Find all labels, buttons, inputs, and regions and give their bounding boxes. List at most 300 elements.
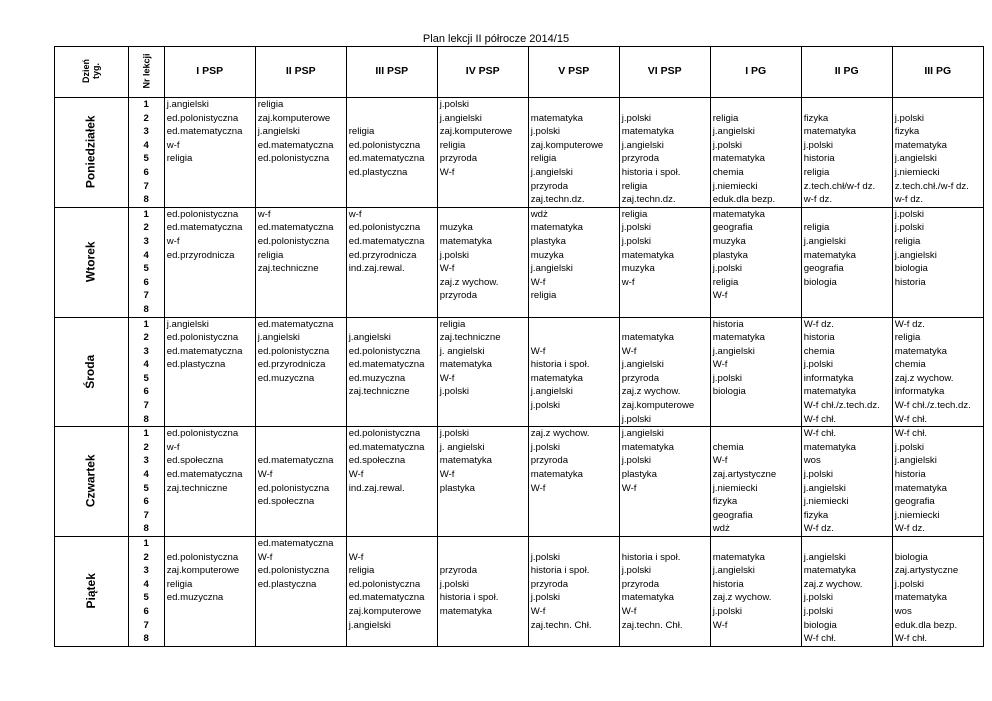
subject-cell [255, 193, 346, 207]
subject-cell [710, 98, 801, 112]
lesson-row [55, 98, 984, 112]
subject-cell: wos [892, 605, 983, 619]
lesson-number-header: Nr lekcji [128, 47, 164, 98]
subject-cell [892, 537, 983, 551]
subject-cell: zaj.techniczne [437, 331, 528, 345]
lesson-number: 4 [128, 139, 164, 153]
subject-cell: W-f [346, 551, 437, 565]
subject-cell [164, 413, 255, 427]
lesson-row [55, 221, 984, 235]
lesson-number: 6 [128, 605, 164, 619]
lesson-row [55, 385, 984, 399]
subject-cell [437, 537, 528, 551]
subject-cell [346, 303, 437, 317]
subject-cell [346, 180, 437, 194]
subject-cell: ed.polonistyczna [255, 564, 346, 578]
subject-cell: zaj.artystyczne [710, 468, 801, 482]
subject-cell [528, 413, 619, 427]
subject-cell: ed.muzyczna [164, 591, 255, 605]
lesson-number: 5 [128, 591, 164, 605]
subject-cell [346, 276, 437, 290]
subject-cell: zaj.komputerowe [528, 139, 619, 153]
subject-cell: fizyka [710, 495, 801, 509]
subject-cell: przyroda [437, 564, 528, 578]
subject-cell: ed.przyrodnicza [255, 358, 346, 372]
lesson-number: 6 [128, 166, 164, 180]
subject-cell: j.angielski [801, 551, 892, 565]
lesson-number: 3 [128, 564, 164, 578]
subject-cell: muzyka [619, 262, 710, 276]
subject-cell: ed.matematyczna [164, 125, 255, 139]
subject-cell: przyroda [619, 578, 710, 592]
subject-cell [164, 385, 255, 399]
subject-cell: ed.przyrodnicza [346, 249, 437, 263]
subject-cell [801, 303, 892, 317]
class-header: III PG [892, 47, 983, 98]
subject-cell: w-f [164, 441, 255, 455]
subject-cell: w-f [346, 207, 437, 221]
subject-cell [619, 495, 710, 509]
lesson-number: 2 [128, 221, 164, 235]
subject-cell: j.niemiecki [710, 180, 801, 194]
subject-cell [710, 303, 801, 317]
subject-cell: W-f [528, 605, 619, 619]
subject-cell: ed.muzyczna [255, 372, 346, 386]
subject-cell: plastyka [437, 482, 528, 496]
subject-cell: matematyka [710, 207, 801, 221]
subject-cell: matematyka [528, 372, 619, 386]
subject-cell [892, 289, 983, 303]
subject-cell: ed.polonistyczna [164, 207, 255, 221]
subject-cell: j.angielski [255, 125, 346, 139]
subject-cell: j.angielski [528, 385, 619, 399]
subject-cell: j.niemiecki [892, 509, 983, 523]
subject-cell: j.angielski [437, 112, 528, 126]
subject-cell: zaj.z wychow. [528, 427, 619, 441]
lesson-row [55, 207, 984, 221]
subject-cell: geografia [710, 221, 801, 235]
subject-cell: w-f dz. [892, 193, 983, 207]
subject-cell: ed.plastyczna [346, 166, 437, 180]
subject-cell: ed.matematyczna [346, 235, 437, 249]
subject-cell: W-f chł. [801, 427, 892, 441]
lesson-row [55, 249, 984, 263]
subject-cell: j.polski [528, 441, 619, 455]
subject-cell [437, 207, 528, 221]
subject-cell: ed.polonistyczna [255, 152, 346, 166]
subject-cell: j.angielski [619, 139, 710, 153]
subject-cell: W-f dz. [892, 317, 983, 331]
subject-cell: matematyka [528, 112, 619, 126]
subject-cell: w-f [255, 207, 346, 221]
subject-cell: religia [710, 276, 801, 290]
lesson-number: 3 [128, 454, 164, 468]
subject-cell: przyroda [528, 454, 619, 468]
subject-cell: wdż [710, 522, 801, 536]
lesson-row [55, 139, 984, 153]
subject-cell: ed.plastyczna [164, 358, 255, 372]
subject-cell: historia [710, 578, 801, 592]
subject-cell: wdż [528, 207, 619, 221]
lesson-number: 1 [128, 98, 164, 112]
subject-cell [255, 303, 346, 317]
subject-cell [346, 289, 437, 303]
subject-cell: biologia [801, 619, 892, 633]
subject-cell [801, 98, 892, 112]
lesson-row [55, 262, 984, 276]
subject-cell [710, 537, 801, 551]
subject-cell: informatyka [801, 372, 892, 386]
subject-cell: plastyka [710, 249, 801, 263]
subject-cell [437, 619, 528, 633]
subject-cell: matematyka [710, 331, 801, 345]
lesson-number: 1 [128, 207, 164, 221]
subject-cell: j.polski [892, 441, 983, 455]
subject-cell: W-f [710, 454, 801, 468]
subject-cell: matematyka [619, 249, 710, 263]
subject-cell [437, 632, 528, 646]
lesson-number: 2 [128, 551, 164, 565]
lesson-row [55, 482, 984, 496]
subject-cell [528, 509, 619, 523]
subject-cell: j.angielski [892, 249, 983, 263]
subject-cell [892, 303, 983, 317]
subject-cell: j.angielski [164, 317, 255, 331]
subject-cell: religia [619, 207, 710, 221]
subject-cell: W-f chł. [801, 632, 892, 646]
subject-cell: j.polski [437, 427, 528, 441]
subject-cell: ed.matematyczna [255, 454, 346, 468]
subject-cell [164, 399, 255, 413]
subject-cell: j.angielski [528, 166, 619, 180]
subject-cell [528, 495, 619, 509]
subject-cell [346, 509, 437, 523]
subject-cell: zaj.techn.dz. [528, 193, 619, 207]
subject-cell: religia [619, 180, 710, 194]
day-name: Czwartek [83, 454, 98, 508]
lesson-row [55, 235, 984, 249]
class-header: II PSP [255, 47, 346, 98]
subject-cell: zaj.techniczne [255, 262, 346, 276]
subject-cell: matematyka [619, 331, 710, 345]
subject-cell: j.angielski [528, 262, 619, 276]
subject-cell: W-f chł./z.tech.dz. [892, 399, 983, 413]
subject-cell [710, 413, 801, 427]
subject-cell: j.polski [528, 125, 619, 139]
subject-cell: geografia [710, 509, 801, 523]
subject-cell: W-f [437, 166, 528, 180]
subject-cell [528, 632, 619, 646]
subject-cell: religia [528, 289, 619, 303]
subject-cell [437, 413, 528, 427]
subject-cell [437, 551, 528, 565]
subject-cell: matematyka [528, 221, 619, 235]
subject-cell: ed.matematyczna [255, 537, 346, 551]
subject-cell: ed.polonistyczna [255, 345, 346, 359]
subject-cell: historia i społ. [528, 358, 619, 372]
subject-cell: religia [255, 249, 346, 263]
subject-cell [255, 413, 346, 427]
header-row [55, 47, 984, 98]
subject-cell: wos [801, 454, 892, 468]
subject-cell: zaj.techn.dz. [619, 193, 710, 207]
subject-cell: j.polski [619, 454, 710, 468]
subject-cell: ed.matematyczna [255, 317, 346, 331]
subject-cell: W-f [437, 262, 528, 276]
subject-cell: j.polski [619, 564, 710, 578]
subject-cell [619, 632, 710, 646]
subject-cell: j.angielski [710, 345, 801, 359]
subject-cell: religia [346, 564, 437, 578]
subject-cell [164, 605, 255, 619]
day-name: Poniedziałek [83, 115, 98, 189]
subject-cell: j.polski [801, 468, 892, 482]
subject-cell: ed.polonistyczna [255, 482, 346, 496]
subject-cell: j.angielski [710, 564, 801, 578]
subject-cell: religia [801, 166, 892, 180]
subject-cell: W-f [710, 619, 801, 633]
subject-cell: j.polski [437, 249, 528, 263]
lesson-row [55, 125, 984, 139]
subject-cell: religia [801, 221, 892, 235]
lesson-number: 6 [128, 385, 164, 399]
lesson-row [55, 152, 984, 166]
class-header: III PSP [346, 47, 437, 98]
subject-cell [346, 317, 437, 331]
subject-cell: zaj.komputerowe [164, 564, 255, 578]
subject-cell [528, 303, 619, 317]
subject-cell [801, 289, 892, 303]
subject-cell: historia [801, 331, 892, 345]
subject-cell: religia [255, 98, 346, 112]
subject-cell: religia [892, 331, 983, 345]
subject-cell: j.angielski [710, 125, 801, 139]
subject-cell: W-f chł./z.tech.dz. [801, 399, 892, 413]
subject-cell [255, 166, 346, 180]
lesson-row [55, 345, 984, 359]
subject-cell [255, 276, 346, 290]
subject-cell [710, 427, 801, 441]
lesson-number: 3 [128, 345, 164, 359]
subject-cell: zaj.komputerowe [437, 125, 528, 139]
lesson-row [55, 427, 984, 441]
subject-cell: W-f chł. [892, 632, 983, 646]
subject-cell: ed.polonistyczna [346, 139, 437, 153]
subject-cell [619, 522, 710, 536]
lesson-number: 2 [128, 441, 164, 455]
subject-cell: j.angielski [892, 152, 983, 166]
subject-cell: ed.plastyczna [255, 578, 346, 592]
subject-cell: w-f [164, 139, 255, 153]
subject-cell: j.niemiecki [710, 482, 801, 496]
lesson-row [55, 509, 984, 523]
lesson-row [55, 331, 984, 345]
subject-cell: W-f chł. [801, 413, 892, 427]
subject-cell [164, 303, 255, 317]
subject-cell: historia i społ. [528, 564, 619, 578]
subject-cell: religia [710, 112, 801, 126]
subject-cell: w-f [164, 235, 255, 249]
subject-cell: j.polski [710, 605, 801, 619]
subject-cell: ed.muzyczna [346, 372, 437, 386]
subject-cell: historia [710, 317, 801, 331]
subject-cell [346, 495, 437, 509]
subject-cell: W-f [437, 372, 528, 386]
subject-cell: historia [892, 276, 983, 290]
subject-cell [255, 605, 346, 619]
subject-cell [255, 522, 346, 536]
subject-cell [164, 289, 255, 303]
subject-cell: ed.polonistyczna [346, 578, 437, 592]
subject-cell: W-f dz. [801, 522, 892, 536]
subject-cell: j.angielski [892, 454, 983, 468]
lesson-number: 5 [128, 482, 164, 496]
subject-cell: plastyka [619, 468, 710, 482]
subject-cell: matematyka [437, 358, 528, 372]
subject-cell: ed.polonistyczna [346, 345, 437, 359]
subject-cell: j.polski [619, 413, 710, 427]
subject-cell: matematyka [437, 605, 528, 619]
subject-cell [619, 509, 710, 523]
subject-cell: W-f [619, 605, 710, 619]
subject-cell [346, 399, 437, 413]
subject-cell: ed.społeczna [164, 454, 255, 468]
subject-cell: zaj.techn. Chł. [528, 619, 619, 633]
subject-cell: W-f [528, 345, 619, 359]
subject-cell: religia [164, 578, 255, 592]
subject-cell: j.angielski [255, 331, 346, 345]
subject-cell [437, 180, 528, 194]
subject-cell: j.angielski [346, 331, 437, 345]
subject-cell [710, 399, 801, 413]
subject-cell: W-f dz. [892, 522, 983, 536]
lesson-number: 3 [128, 235, 164, 249]
lesson-row [55, 166, 984, 180]
subject-cell: j.polski [437, 578, 528, 592]
subject-cell: fizyka [801, 509, 892, 523]
subject-cell: historia [892, 468, 983, 482]
subject-cell: ed.matematyczna [164, 345, 255, 359]
day-name: Środa [83, 354, 98, 389]
subject-cell [619, 537, 710, 551]
subject-cell: geografia [801, 262, 892, 276]
subject-cell: j.angielski [801, 235, 892, 249]
subject-cell: ed.społeczna [346, 454, 437, 468]
class-header: VI PSP [619, 47, 710, 98]
subject-cell: zaj.z wychow. [801, 578, 892, 592]
lesson-number: 8 [128, 193, 164, 207]
lesson-number: 5 [128, 372, 164, 386]
subject-cell: W-f [255, 551, 346, 565]
lesson-row [55, 180, 984, 194]
subject-cell: W-f chł. [892, 427, 983, 441]
lesson-number: 6 [128, 495, 164, 509]
lesson-number: 6 [128, 276, 164, 290]
subject-cell: j.polski [801, 358, 892, 372]
subject-cell: matematyka [801, 385, 892, 399]
subject-cell: j.polski [801, 139, 892, 153]
lesson-number: 5 [128, 152, 164, 166]
lesson-number: 4 [128, 358, 164, 372]
subject-cell: plastyka [528, 235, 619, 249]
subject-cell [437, 303, 528, 317]
subject-cell: zaj.komputerowe [346, 605, 437, 619]
subject-cell: W-f [528, 482, 619, 496]
lesson-number: 7 [128, 509, 164, 523]
lesson-number: 1 [128, 427, 164, 441]
day-cell [55, 207, 129, 317]
subject-cell [255, 632, 346, 646]
subject-cell: j.polski [437, 385, 528, 399]
subject-cell: zaj.komputerowe [619, 399, 710, 413]
day-cell [55, 317, 129, 427]
subject-cell [255, 427, 346, 441]
subject-cell: matematyka [892, 345, 983, 359]
lesson-row [55, 413, 984, 427]
subject-cell: historia i społ. [619, 551, 710, 565]
subject-cell: j.polski [619, 221, 710, 235]
lesson-row [55, 358, 984, 372]
subject-cell: ed.matematyczna [164, 468, 255, 482]
subject-cell: zaj.komputerowe [255, 112, 346, 126]
subject-cell: ind.zaj.rewal. [346, 262, 437, 276]
subject-cell: religia [528, 152, 619, 166]
subject-cell [528, 331, 619, 345]
subject-cell: religia [437, 317, 528, 331]
subject-cell [164, 537, 255, 551]
subject-cell: j.angielski [801, 482, 892, 496]
subject-cell: religia [437, 139, 528, 153]
subject-cell [255, 619, 346, 633]
lesson-number: 1 [128, 537, 164, 551]
subject-cell: matematyka [892, 591, 983, 605]
subject-cell: biologia [801, 276, 892, 290]
subject-cell: ed.matematyczna [346, 591, 437, 605]
subject-cell [710, 632, 801, 646]
lesson-number: 7 [128, 619, 164, 633]
lesson-row [55, 591, 984, 605]
subject-cell: przyroda [437, 289, 528, 303]
subject-cell: biologia [892, 551, 983, 565]
subject-cell: religia [892, 235, 983, 249]
subject-cell: przyroda [437, 152, 528, 166]
subject-cell [164, 495, 255, 509]
subject-cell [255, 509, 346, 523]
subject-cell [346, 522, 437, 536]
lesson-row [55, 112, 984, 126]
subject-cell: j.polski [437, 98, 528, 112]
day-of-week-header: Dzień tyg. [55, 47, 129, 98]
subject-cell: j. angielski [437, 441, 528, 455]
subject-cell: ed.matematyczna [346, 152, 437, 166]
lesson-row [55, 578, 984, 592]
lesson-row [55, 303, 984, 317]
subject-cell: j.polski [892, 207, 983, 221]
subject-cell [255, 591, 346, 605]
subject-cell [346, 98, 437, 112]
subject-cell: matematyka [619, 591, 710, 605]
subject-cell: j.polski [710, 262, 801, 276]
subject-cell: j.polski [892, 221, 983, 235]
subject-cell [619, 303, 710, 317]
day-name: Piątek [83, 573, 98, 609]
day-cell [55, 537, 129, 647]
subject-cell: W-f [255, 468, 346, 482]
subject-cell: j.polski [801, 591, 892, 605]
lesson-number: 4 [128, 249, 164, 263]
subject-cell: matematyka [801, 441, 892, 455]
subject-cell [255, 399, 346, 413]
